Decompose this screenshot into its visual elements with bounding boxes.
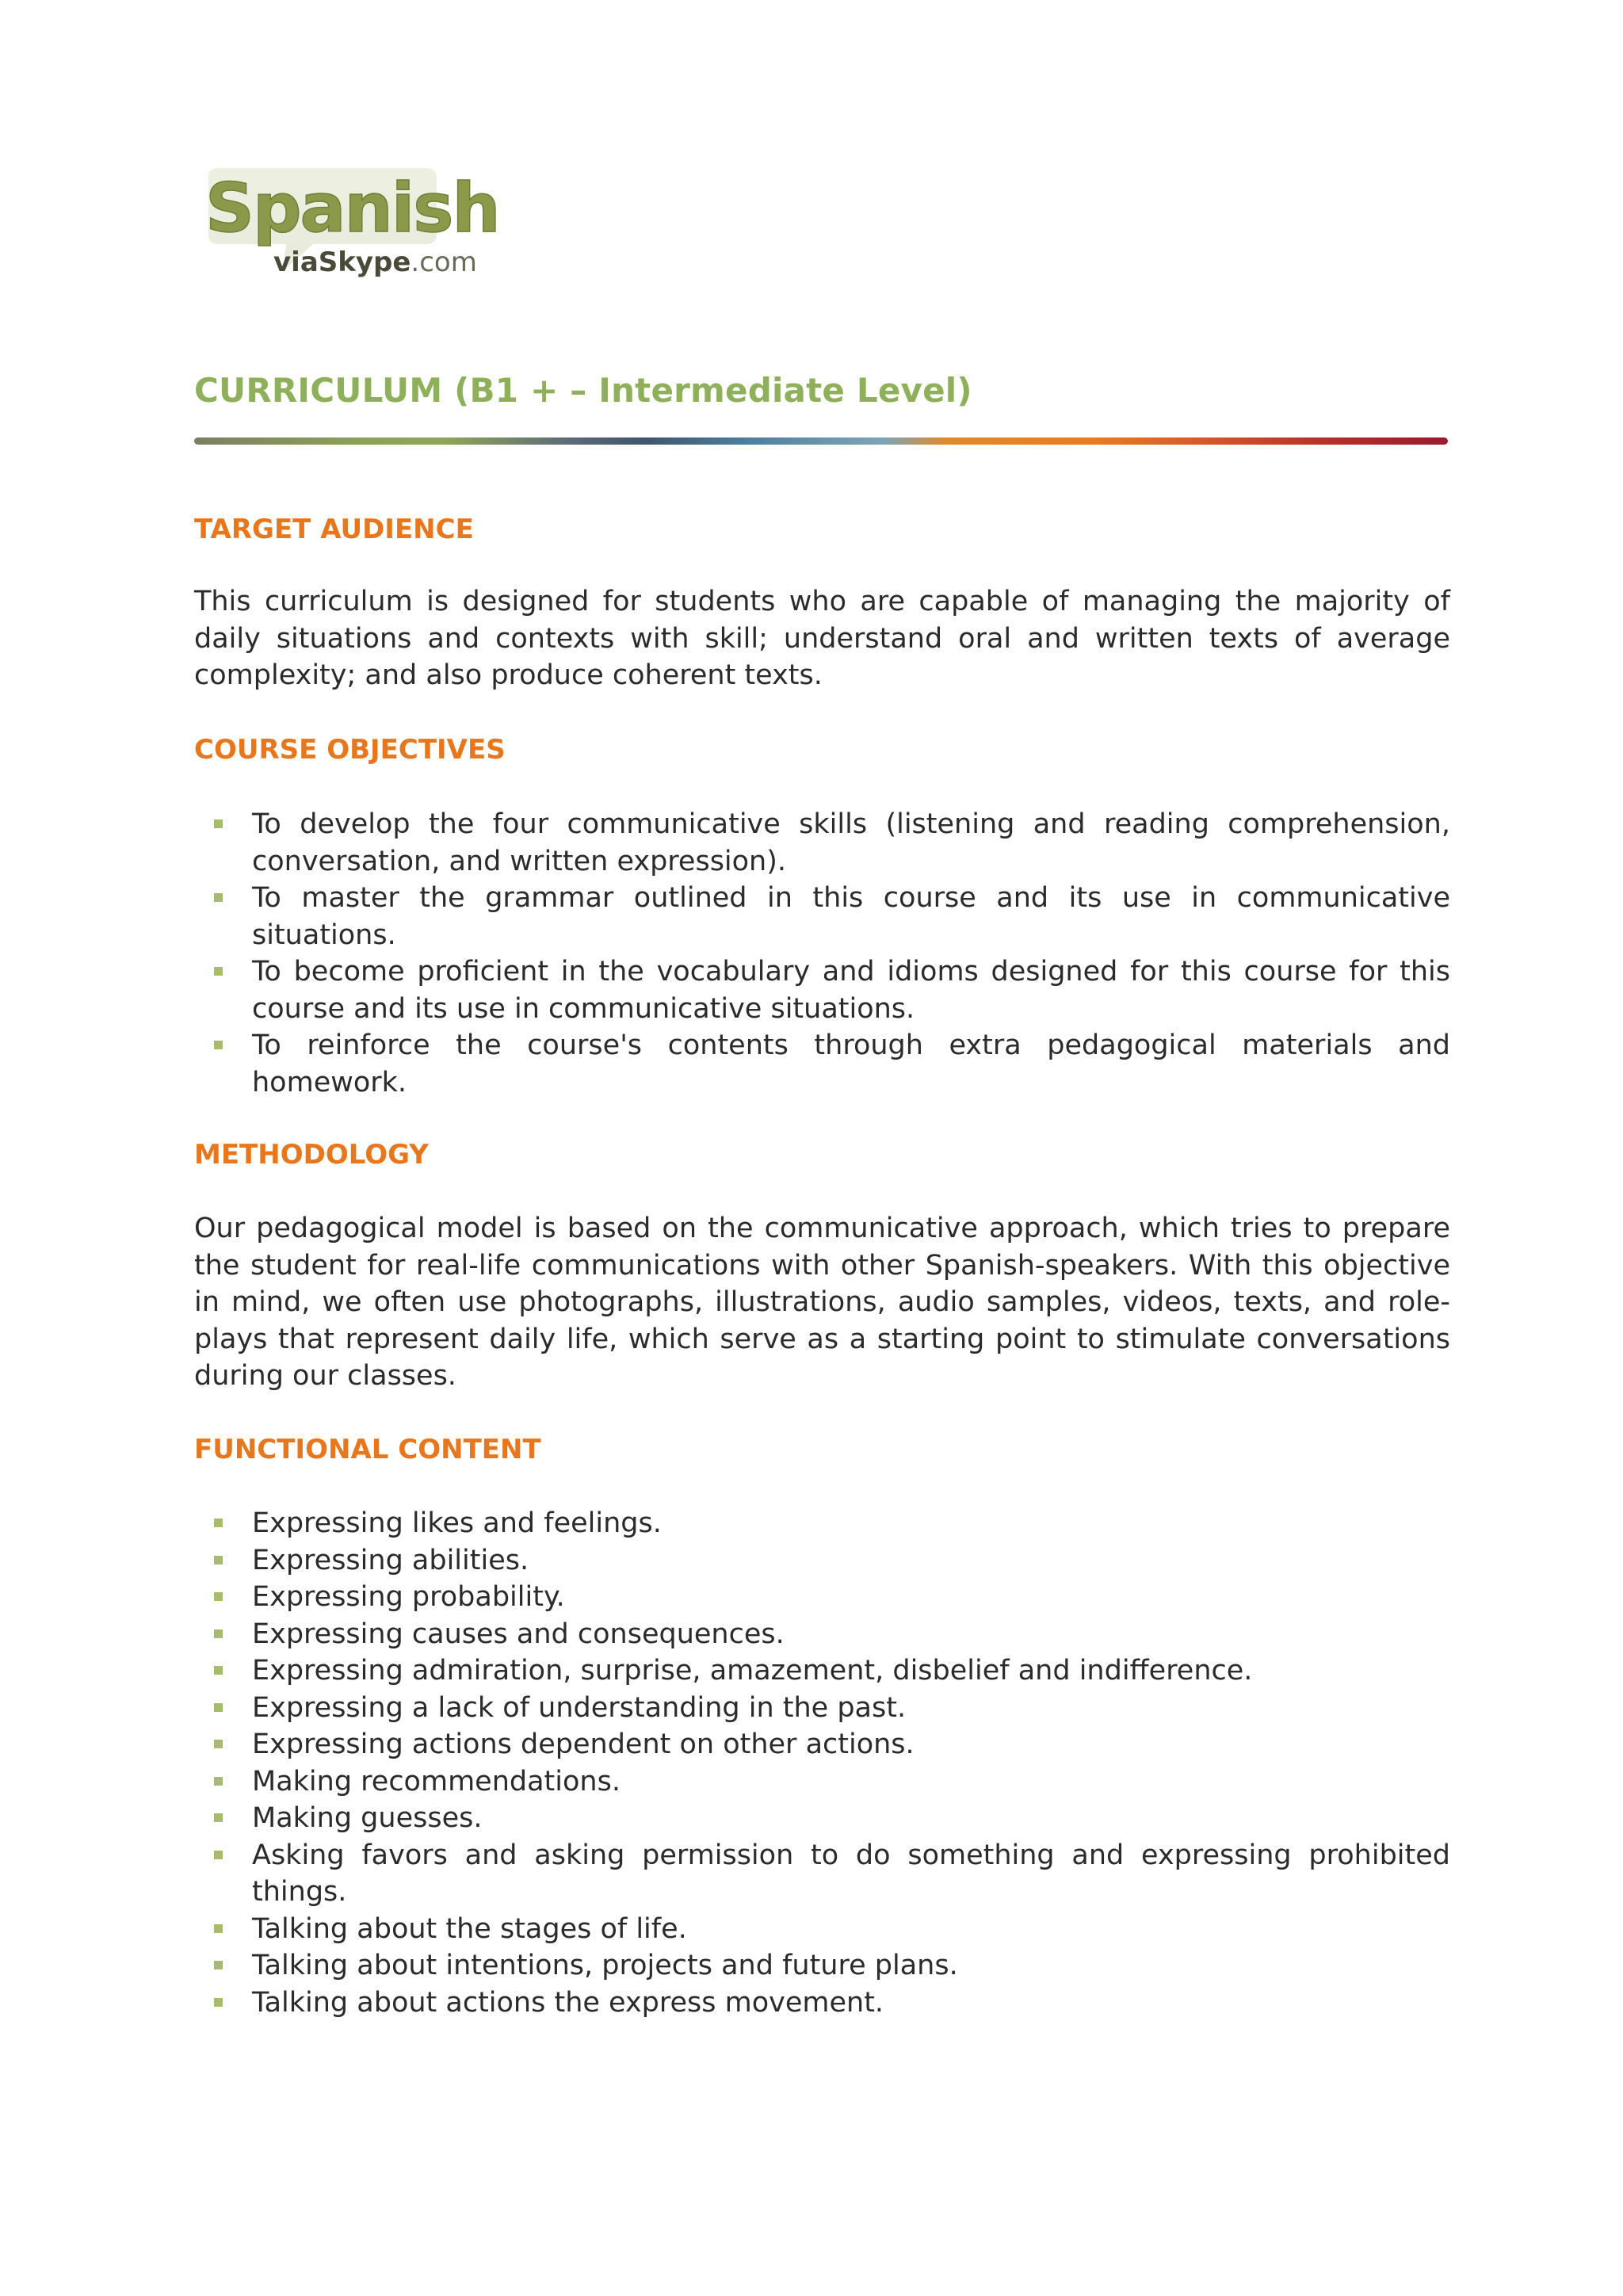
paragraph-target-audience: This curriculum is designed for students who are capable of managing the majority of daily situations and contexts with skill; understand oral and written texts of average complexity; and also produce coherent texts.	[194, 586, 1450, 691]
square-bullet-icon	[214, 819, 223, 828]
list-item: Talking about the stages of life.	[194, 1911, 1450, 1948]
list-item: Expressing abilities.	[194, 1542, 1450, 1580]
square-bullet-icon	[214, 1041, 223, 1049]
list-item: Talking about actions the express movement.	[194, 1985, 1450, 2022]
objectives-list	[194, 806, 1450, 1101]
square-bullet-icon	[214, 1556, 223, 1564]
list-item: To master the grammar outlined in this course and its use in communicative situations.	[194, 880, 1450, 953]
multicolor-divider	[194, 437, 1448, 445]
square-bullet-icon	[214, 1961, 223, 1969]
list-item: Asking favors and asking permission to do something and expressing prohibited things.	[194, 1837, 1450, 1911]
logo-word-text: Spanish	[205, 169, 499, 248]
square-bullet-icon	[214, 1519, 223, 1527]
paragraph-methodology: Our pedagogical model is based on the communicative approach, which tries to prepare the student for real-life communications with other Spanish-speakers. With this objective in mind, we often use photographs, illustrations, audio samples, videos, texts, and role-plays that represent daily life, which serve as a starting point to stimulate conversations during our classes.	[194, 1213, 1450, 1392]
list-item: To reinforce the course's contents through extra pedagogical materials and homework.	[194, 1027, 1450, 1101]
list-item: To become proficient in the vocabulary and idioms designed for this course for this course and its use in communicative situations.	[194, 953, 1450, 1027]
heading-course-objectives: COURSE OBJECTIVES	[194, 734, 506, 766]
functional-content-list	[194, 1505, 1450, 2021]
square-bullet-icon	[214, 893, 223, 902]
square-bullet-icon	[214, 1629, 223, 1638]
square-bullet-icon	[214, 1998, 223, 2007]
list-item: Expressing likes and feelings.	[194, 1505, 1450, 1542]
spanish-via-skype-logo	[194, 165, 499, 284]
square-bullet-icon	[214, 1666, 223, 1675]
square-bullet-icon	[214, 967, 223, 976]
list-item: Expressing causes and consequences.	[194, 1616, 1450, 1653]
document-title: CURRICULUM (B1 + – Intermediate Level)	[194, 371, 972, 410]
heading-functional-content: FUNCTIONAL CONTENT	[194, 1434, 541, 1465]
heading-methodology: METHODOLOGY	[194, 1139, 429, 1171]
square-bullet-icon	[214, 1924, 223, 1933]
square-bullet-icon	[214, 1592, 223, 1601]
square-bullet-icon	[214, 1813, 223, 1822]
svg-text:viaSkype.com: viaSkype.com	[273, 246, 477, 278]
list-item: Expressing a lack of understanding in the past.	[194, 1690, 1450, 1727]
list-item: Making recommendations.	[194, 1763, 1450, 1801]
square-bullet-icon	[214, 1740, 223, 1748]
list-item: Expressing probability.	[194, 1579, 1450, 1616]
list-item: Expressing actions dependent on other actions.	[194, 1726, 1450, 1763]
list-item: To develop the four communicative skills (listening and reading comprehension, conversation, and written expression).	[194, 806, 1450, 880]
square-bullet-icon	[214, 1703, 223, 1712]
square-bullet-icon	[214, 1851, 223, 1859]
list-item: Expressing admiration, surprise, amazement, disbelief and indifference.	[194, 1652, 1450, 1690]
list-item: Talking about intentions, projects and future plans.	[194, 1947, 1450, 1985]
list-item: Making guesses.	[194, 1800, 1450, 1837]
square-bullet-icon	[214, 1777, 223, 1786]
heading-target-audience: TARGET AUDIENCE	[194, 514, 474, 545]
